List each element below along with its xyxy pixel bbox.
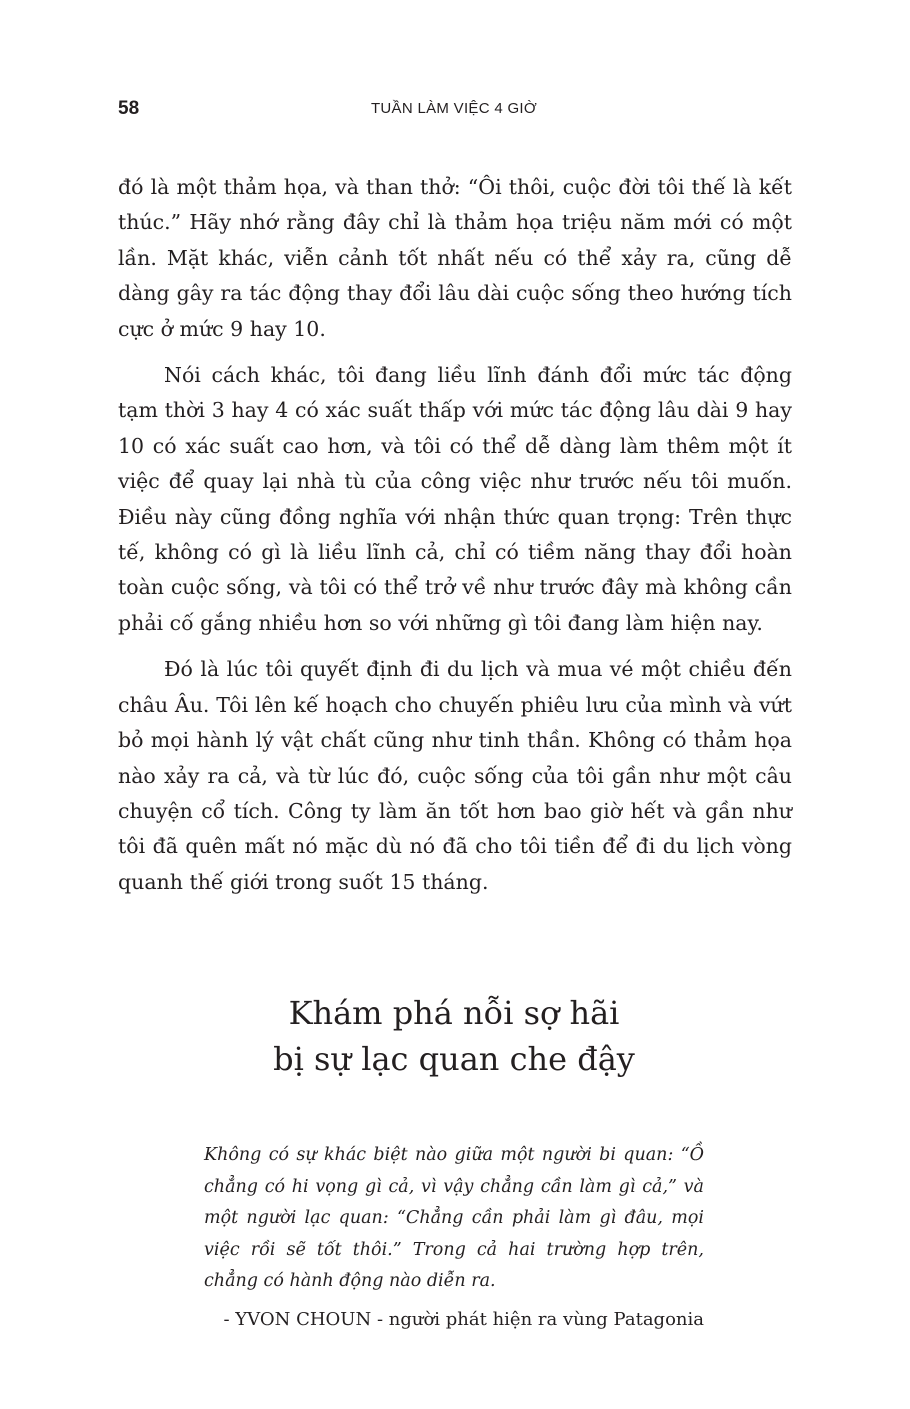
epigraph-quote: Không có sự khác biệt nào giữa một người bi quan: “Ồ chẳng có hi vọng gì cả, vì vậy chẳng cần làm gì cả,” và một người lạc quan: “Chẳng cần phải làm gì đâu, mọi việc rồi sẽ tốt thôi.” Trong cả hai trường hợp trên, chẳng có hành động nào diễn ra. [204, 1145, 704, 1292]
section-heading [118, 990, 790, 1082]
paragraph: Đó là lúc tôi quyết định đi du lịch và mua vé một chiều đến châu Âu. Tôi lên kế hoạch cho chuyến phiêu lưu của mình và vứt bỏ mọi hành lý vật chất cũng như tinh thần. Không có thảm họa nào xảy ra cả, và từ lúc đó, cuộc sống của tôi gần như một câu chuyện cổ tích. Công ty làm ăn tốt hơn bao giờ hết và gần như tôi đã quên mất nó mặc dù nó đã cho tôi tiền để đi du lịch vòng quanh thế giới trong suốt 15 tháng. [118, 657, 792, 894]
section-heading-line-2: bị sự lạc quan che đậy [273, 1040, 635, 1078]
page-number: 58 [118, 98, 140, 119]
body-text [118, 170, 792, 911]
epigraph-attribution: - YVON CHOUN - người phát hiện ra vùng Patagonia [223, 1308, 704, 1330]
running-header [118, 95, 790, 125]
epigraph [204, 1140, 704, 1336]
paragraph-continued: đó là một thảm họa, và than thở: “Ôi thôi, cuộc đời tôi thế là kết thúc.” Hãy nhớ rằng đây chỉ là thảm họa triệu năm mới có một lần. Mặt khác, viễn cảnh tốt nhất nếu có thể xảy ra, cũng dễ dàng gây ra tác động thay đổi lâu dài cuộc sống theo hướng tích cực ở mức 9 hay 10. [118, 175, 792, 341]
book-title: TUẦN LÀM VIỆC 4 GIỜ [370, 100, 538, 117]
paragraph: Nói cách khác, tôi đang liều lĩnh đánh đổi mức tác động tạm thời 3 hay 4 có xác suất thấp với mức tác động lâu dài 9 hay 10 có xác suất cao hơn, và tôi có thể dễ dàng làm thêm một ít việc để quay lại nhà tù của công việc như trước nếu tôi muốn. Điều này cũng đồng nghĩa với nhận thức quan trọng: Trên thực tế, không có gì là liều lĩnh cả, chỉ có tiềm năng thay đổi hoàn toàn cuộc sống, và tôi có thể trở về như trước đây mà không cần phải cố gắng nhiều hơn so với những gì tôi đang làm hiện nay. [118, 363, 792, 635]
section-heading-line-1: Khám phá nỗi sợ hãi [288, 994, 620, 1032]
